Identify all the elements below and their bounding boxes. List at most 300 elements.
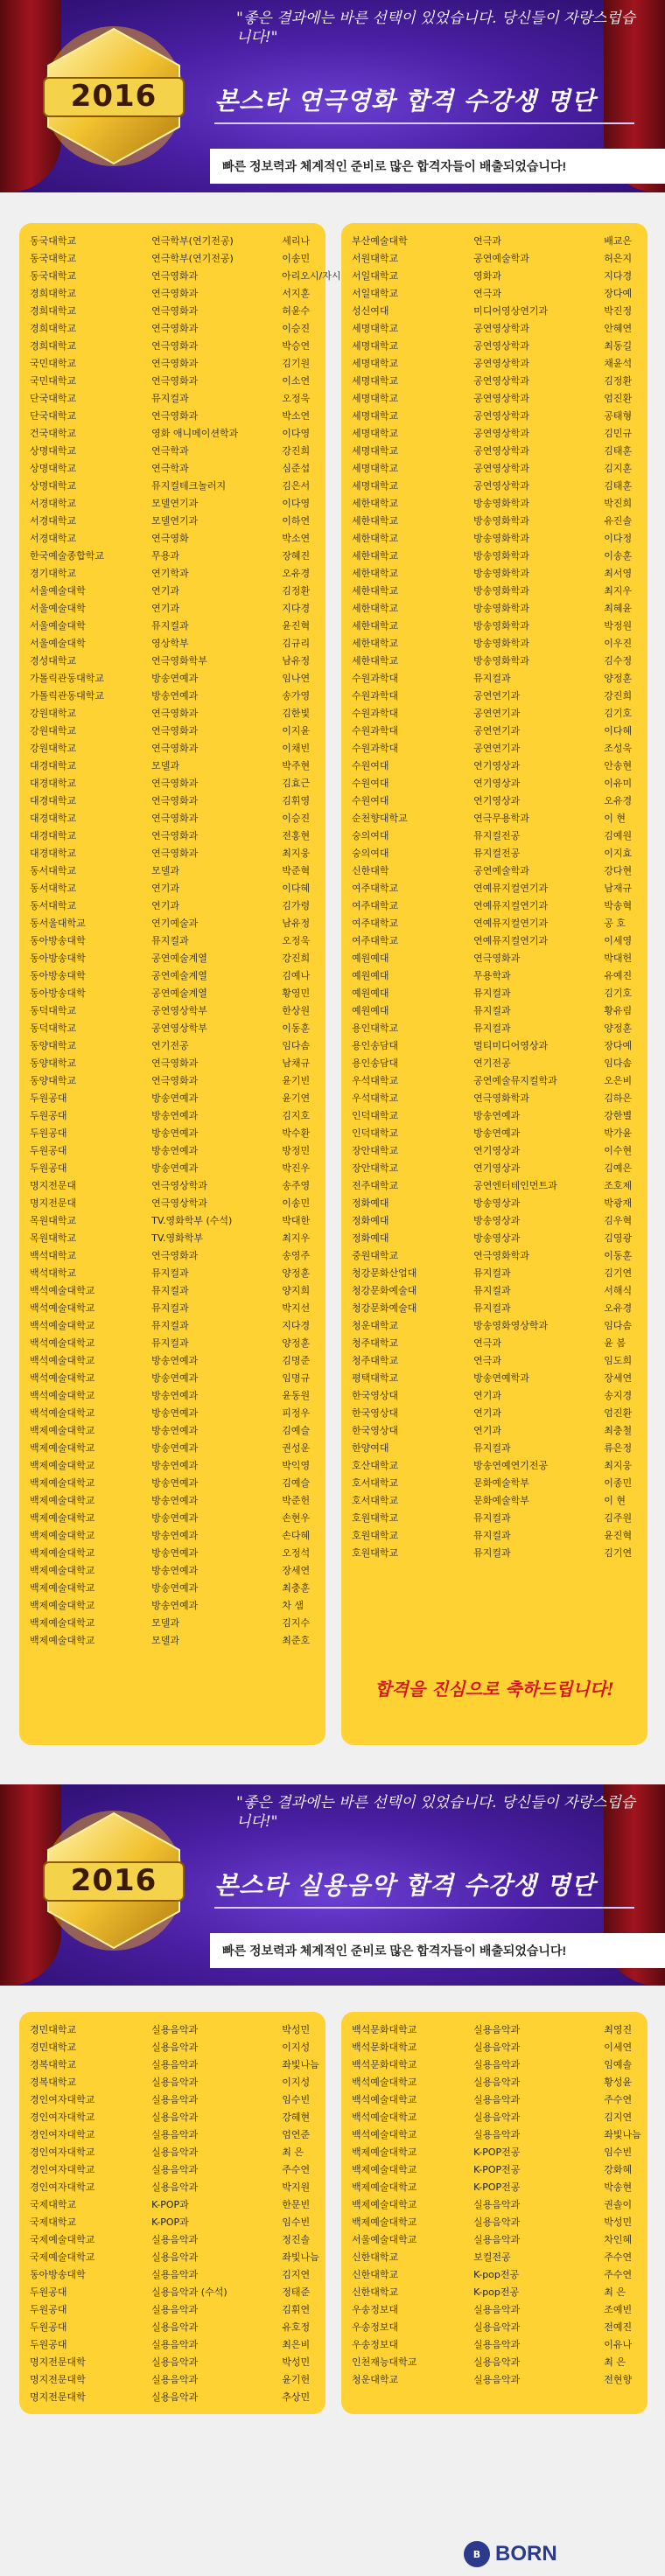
student-name: 김휘영 xyxy=(282,795,311,806)
school-name: 서울예술대학 xyxy=(30,638,86,649)
student-name: 지다경 xyxy=(604,270,633,282)
list-item xyxy=(19,1264,326,1281)
department-name: 실용음악과 xyxy=(473,2356,521,2368)
school-name: 두원공대 xyxy=(30,1093,67,1104)
department-name: 연극학과 xyxy=(151,445,189,457)
school-name: 세명대학교 xyxy=(352,358,399,369)
school-name: 예원예대 xyxy=(352,1005,389,1016)
department-name: 공연영상학부 xyxy=(151,1005,207,1016)
list-item xyxy=(19,1281,326,1299)
list-item xyxy=(19,267,341,284)
list-item xyxy=(341,477,648,494)
department-name: 뮤지컬과 xyxy=(151,1267,189,1279)
department-name: 방송연예과 xyxy=(151,1547,199,1559)
department-name: 방송영상과 xyxy=(473,1232,521,1244)
student-name: 이채빈 xyxy=(282,743,311,754)
list-item xyxy=(341,1334,648,1351)
school-name: 대경대학교 xyxy=(30,760,77,771)
school-name: 동아방송대학 xyxy=(30,970,86,981)
school-name: 한국영상대 xyxy=(352,1390,399,1401)
student-name: 강혜현 xyxy=(282,2112,311,2123)
department-name: K-POP전공 xyxy=(473,2147,521,2158)
department-name: 연극영화과 xyxy=(151,725,199,736)
school-name: 상명대학교 xyxy=(30,463,77,474)
department-name: 연예뮤지컬연기과 xyxy=(473,883,549,894)
student-name: 윤기빈 xyxy=(282,1075,311,1086)
student-name: 남유정 xyxy=(282,918,311,929)
school-name: 인덕대학교 xyxy=(352,1110,399,1121)
student-name: 서지훈 xyxy=(282,288,311,299)
school-name: 경인여자대학교 xyxy=(30,2094,95,2105)
student-name: 안혜연 xyxy=(604,323,633,334)
list-item xyxy=(19,967,326,984)
student-name: 이다영 xyxy=(282,498,311,509)
school-name: 백석예술대학교 xyxy=(30,1285,95,1296)
department-name: 연극영화과 xyxy=(151,358,199,369)
department-name: 연극영화과 xyxy=(151,305,199,317)
title-underline xyxy=(214,1907,634,1909)
school-name: 정화예대 xyxy=(352,1215,389,1226)
list-item xyxy=(341,1194,648,1211)
student-name: 한문빈 xyxy=(282,2199,311,2210)
school-name: 평택대학교 xyxy=(352,1372,399,1384)
list-item xyxy=(341,2108,648,2126)
student-name: 이세영 xyxy=(604,935,633,946)
department-name: 실용음악과 xyxy=(473,2094,521,2105)
list-item xyxy=(19,792,326,809)
school-name: 백제예술대학교 xyxy=(30,1530,95,1541)
department-name: 공연영상학과 xyxy=(473,463,529,474)
student-name: 주수연 xyxy=(282,2164,311,2175)
department-name: 뮤지컬과 xyxy=(151,620,189,632)
school-name: 두원공대 xyxy=(30,1110,67,1121)
department-name: 연기과 xyxy=(151,585,180,597)
school-name: 백석문화대학교 xyxy=(352,2059,417,2070)
school-name: 백석예술대학교 xyxy=(352,2129,417,2140)
school-name: 강원대학교 xyxy=(30,708,77,719)
list-item xyxy=(19,2108,326,2126)
student-name: 좌빛나늠 xyxy=(604,2129,641,2140)
student-name: 오정욱 xyxy=(282,393,311,404)
quote-text: "좋은 결과에는 바른 선택이 있었습니다. 당신들이 자랑스럽습니다!" xyxy=(236,1794,636,1831)
school-name: 동서대학교 xyxy=(30,883,77,894)
school-name: 정화예대 xyxy=(352,1232,389,1244)
department-name: 방송연예과 xyxy=(151,1425,199,1436)
list-item xyxy=(19,932,326,949)
school-name: 세명대학교 xyxy=(352,428,399,439)
list-item xyxy=(19,1194,326,1211)
school-name: 가톨릭관동대학교 xyxy=(30,690,105,702)
acting-list xyxy=(0,192,665,1784)
student-name: 장혜진 xyxy=(282,550,311,562)
list-item xyxy=(19,354,326,372)
list-item xyxy=(19,1176,326,1194)
school-name: 세한대학교 xyxy=(352,655,399,667)
department-name: 실용음악과 (수석) xyxy=(151,2286,228,2298)
student-name: 박지선 xyxy=(282,1302,311,1314)
list-item xyxy=(341,1491,648,1509)
department-name: 실용음악과 xyxy=(151,2374,199,2385)
student-name: 안송현 xyxy=(604,760,633,771)
list-item xyxy=(19,494,326,512)
list-item xyxy=(19,652,326,669)
school-name: 동서울대학교 xyxy=(30,918,86,929)
student-name: 윤진혁 xyxy=(604,1530,633,1541)
list-item xyxy=(341,634,648,652)
department-name: 연예뮤지컬연기과 xyxy=(473,900,549,911)
student-name: 송지경 xyxy=(604,1390,633,1401)
department-name: 연극영화과 xyxy=(151,410,199,422)
department-name: 모델과 xyxy=(151,1617,180,1629)
school-name: 호원대학교 xyxy=(352,1547,399,1559)
department-name: 방송연예과 xyxy=(151,1495,199,1506)
list-item xyxy=(19,862,326,879)
school-name: 인천재능대학교 xyxy=(352,2356,417,2368)
list-item xyxy=(19,232,326,249)
list-item xyxy=(341,302,648,319)
list-item xyxy=(19,2283,326,2300)
footer-logo xyxy=(464,2541,557,2567)
student-name: 배교은 xyxy=(604,235,633,247)
student-name: 김휘연 xyxy=(282,2304,311,2315)
department-name: 연극영화학부 xyxy=(151,655,207,667)
school-name: 대경대학교 xyxy=(30,830,77,841)
school-name: 용인송담대 xyxy=(352,1058,399,1069)
department-name: 방송연예과 xyxy=(151,1442,199,1454)
student-name: 임나연 xyxy=(282,673,311,684)
list-item xyxy=(19,1596,326,1614)
list-item xyxy=(341,2126,648,2143)
student-name: 이소연 xyxy=(282,375,311,387)
list-item xyxy=(341,2318,648,2335)
list-item xyxy=(341,914,648,932)
student-name: 장다예 xyxy=(604,288,633,299)
school-name: 서경대학교 xyxy=(30,515,77,527)
list-item xyxy=(19,1614,326,1631)
school-name: 국제대학교 xyxy=(30,2199,77,2210)
department-name: 공연연기과 xyxy=(473,725,521,736)
student-name: 김정환 xyxy=(604,375,633,387)
list-item xyxy=(341,774,648,792)
list-item xyxy=(341,249,648,267)
list-item xyxy=(19,2300,326,2318)
department-name: 뮤지컬과 xyxy=(473,1512,511,1524)
student-name: 강진희 xyxy=(282,445,311,457)
school-name: 세명대학교 xyxy=(352,410,399,422)
list-item xyxy=(341,2178,648,2196)
department-name: 뮤지컬과 xyxy=(151,1337,189,1349)
list-item xyxy=(341,2143,648,2161)
list-item xyxy=(19,1369,326,1386)
list-item xyxy=(341,1002,648,1019)
student-name: 김예나 xyxy=(282,970,311,981)
student-name: 박대헌 xyxy=(604,953,633,964)
student-name: 김기연 xyxy=(604,1547,633,1559)
list-item xyxy=(19,1141,326,1159)
school-name: 부산예술대학 xyxy=(352,235,408,247)
list-item xyxy=(341,1299,648,1316)
school-name: 건국대학교 xyxy=(30,428,77,439)
student-name: 이우진 xyxy=(604,638,633,649)
list-item xyxy=(19,2126,326,2143)
list-item xyxy=(341,2353,648,2370)
list-item xyxy=(341,1369,648,1386)
list-item xyxy=(19,459,326,477)
school-name: 서일대학교 xyxy=(352,288,399,299)
department-name: 실용음악과 xyxy=(151,2356,199,2368)
student-name: 김명준 xyxy=(282,1355,311,1366)
school-name: 청운대학교 xyxy=(352,2374,399,2385)
banner-title: 본스타 실용음악 합격 수강생 명단 xyxy=(214,1871,596,1900)
school-name: 백석문화대학교 xyxy=(352,2024,417,2035)
department-name: 연기과 xyxy=(473,1407,502,1419)
department-name: 뮤지컬전공 xyxy=(473,830,521,841)
student-name: 권성운 xyxy=(282,1442,311,1454)
department-name: 공연영상학과 xyxy=(473,393,529,404)
school-name: 경인여자대학교 xyxy=(30,2164,95,2175)
department-name: 연기예술과 xyxy=(151,918,199,929)
list-item xyxy=(341,967,648,984)
school-name: 백제예술대학교 xyxy=(30,1635,95,1646)
student-name: 임수빈 xyxy=(604,2147,633,2158)
list-item xyxy=(341,757,648,774)
department-name: 뮤지컬과 xyxy=(151,935,189,946)
department-name: 연극영화학과 xyxy=(473,1093,529,1104)
list-item xyxy=(341,1019,648,1037)
department-name: 실용음악과 xyxy=(151,2112,199,2123)
list-item xyxy=(341,547,648,564)
department-name: 방송연예과 xyxy=(151,1600,199,1611)
department-name: 연극영화학과 xyxy=(473,1250,529,1261)
list-item xyxy=(341,1386,648,1404)
school-name: 장안대학교 xyxy=(352,1162,399,1174)
department-name: 실용음악과 xyxy=(151,2339,199,2350)
list-item xyxy=(19,2196,326,2213)
banner-music xyxy=(0,1784,665,1986)
student-name: 장다예 xyxy=(604,1040,633,1051)
school-name: 서울예술대학 xyxy=(30,620,86,632)
list-item xyxy=(341,442,648,459)
student-name: 양정훈 xyxy=(282,1337,311,1349)
student-name: 손다혜 xyxy=(282,1530,311,1541)
student-name: 송가영 xyxy=(282,690,311,702)
student-name: 오유경 xyxy=(282,568,311,579)
list-item xyxy=(341,844,648,862)
school-name: 대경대학교 xyxy=(30,848,77,859)
department-name: 공연예술학과 xyxy=(473,865,529,876)
department-name: 방송연예과 xyxy=(151,673,199,684)
department-name: 공연영상학과 xyxy=(473,358,529,369)
student-name: 김한빛 xyxy=(282,708,311,719)
department-name: 연기과 xyxy=(151,900,180,911)
school-name: 백제예술대학교 xyxy=(30,1495,95,1506)
school-name: 세한대학교 xyxy=(352,638,399,649)
list-item xyxy=(341,984,648,1002)
department-name: 방송영화학과 xyxy=(473,585,529,597)
department-name: 공연엔터테인먼트과 xyxy=(473,1180,557,1191)
list-item xyxy=(341,2300,648,2318)
student-name: 지다경 xyxy=(282,603,311,614)
student-name: 김영광 xyxy=(604,1232,633,1244)
student-name: 엄진환 xyxy=(604,1407,633,1419)
department-name: 연극영화과 xyxy=(151,323,199,334)
student-name: 공 호 xyxy=(604,918,626,929)
student-name: 황영민 xyxy=(282,988,311,999)
student-name: 임다솜 xyxy=(282,1040,311,1051)
list-item xyxy=(341,424,648,442)
list-item xyxy=(341,2196,648,2213)
student-name: 임수빈 xyxy=(282,2094,311,2105)
student-name: 남재규 xyxy=(604,883,633,894)
list-item xyxy=(341,2283,648,2300)
school-name: 경인여자대학교 xyxy=(30,2147,95,2158)
school-name: 두원공대 xyxy=(30,2286,67,2298)
department-name: 방송연예과 xyxy=(151,1390,199,1401)
department-name: 실용음악과 xyxy=(473,2216,521,2228)
title-underline xyxy=(214,122,634,124)
department-name: 방송연예과 xyxy=(151,1145,199,1156)
student-name: 방정민 xyxy=(282,1145,311,1156)
department-name: 방송영화영상학과 xyxy=(473,1320,549,1331)
student-name: 김지연 xyxy=(282,2269,311,2280)
school-name: 호서대학교 xyxy=(352,1495,399,1506)
school-name: 청강문화예술대 xyxy=(352,1302,417,1314)
school-name: 백제예술대학교 xyxy=(352,2147,417,2158)
student-name: 장세연 xyxy=(604,1372,633,1384)
student-name: 윤동원 xyxy=(282,1390,311,1401)
department-name: 공연예술학과 xyxy=(473,253,529,264)
school-name: 명지전문대 xyxy=(30,1197,77,1209)
department-name: 연극영화과 xyxy=(151,813,199,824)
department-name: 연기전공 xyxy=(473,1058,511,1069)
list-item xyxy=(341,1526,648,1544)
department-name: 방송영화학과 xyxy=(473,603,529,614)
list-item xyxy=(19,302,326,319)
school-name: 두원공대 xyxy=(30,2304,67,2315)
list-item xyxy=(341,2056,648,2073)
student-name: 김기연 xyxy=(604,1267,633,1279)
school-name: 우석대학교 xyxy=(352,1093,399,1104)
student-name: 오정욱 xyxy=(282,935,311,946)
department-name: 방송연예과 xyxy=(151,1530,199,1541)
list-item xyxy=(341,599,648,617)
student-name: 차인혜 xyxy=(604,2234,633,2245)
department-name: 실용음악과 xyxy=(473,2339,521,2350)
list-item xyxy=(19,1491,326,1509)
school-name: 세한대학교 xyxy=(352,568,399,579)
list-item xyxy=(341,739,648,757)
list-item xyxy=(341,932,648,949)
department-name: 실용음악과 xyxy=(151,2129,199,2140)
school-name: 한국영상대 xyxy=(352,1425,399,1436)
department-name: 연극영화과 xyxy=(151,1075,199,1086)
student-name: 박진희 xyxy=(604,498,633,509)
department-name: 연극영화과 xyxy=(151,743,199,754)
list-item xyxy=(341,1351,648,1369)
department-name: 뮤지컬테크놀러지 xyxy=(151,480,227,492)
department-name: 뮤지컬과 xyxy=(473,1547,511,1559)
school-name: 한국영상대 xyxy=(352,1407,399,1419)
list-item xyxy=(19,1544,326,1561)
list-item xyxy=(341,494,648,512)
school-name: 백석대학교 xyxy=(30,1267,77,1279)
department-name: 공연영상학과 xyxy=(473,375,529,387)
department-name: 연극과 xyxy=(473,288,502,299)
student-name: 김우혁 xyxy=(604,1215,633,1226)
student-name: 이다정 xyxy=(604,533,633,544)
school-name: 대경대학교 xyxy=(30,813,77,824)
school-name: 순천향대학교 xyxy=(352,813,408,824)
student-name: 박성민 xyxy=(604,2216,633,2228)
student-name: 박진우 xyxy=(282,1162,311,1174)
school-name: 세명대학교 xyxy=(352,480,399,492)
list-item xyxy=(341,669,648,687)
student-name: 이다영 xyxy=(282,428,311,439)
department-name: 뮤지컬과 xyxy=(151,1320,189,1331)
school-name: 수원과학대 xyxy=(352,743,399,754)
student-name: 오유경 xyxy=(604,1302,633,1314)
school-name: 한국예술종합학교 xyxy=(30,550,105,562)
school-name: 백제예술대학교 xyxy=(30,1565,95,1576)
list-item xyxy=(19,1631,326,1649)
list-item xyxy=(19,1211,326,1229)
school-name: 세한대학교 xyxy=(352,550,399,562)
school-name: 백석예술대학교 xyxy=(352,2112,417,2123)
student-name: 박승연 xyxy=(282,340,311,352)
department-name: 연기영상과 xyxy=(473,795,521,806)
school-name: 서울예술대학 xyxy=(30,603,86,614)
year-label: 2016 xyxy=(70,79,158,114)
department-name: 방송영화학과 xyxy=(473,515,529,527)
student-name: 이송훈 xyxy=(604,550,633,562)
department-name: K-POP과 xyxy=(151,2199,189,2210)
department-name: 실용음악과 xyxy=(473,2374,521,2385)
department-name: 연극과 xyxy=(473,1355,502,1366)
student-name: 이 현 xyxy=(604,813,626,824)
department-name: 방송연예과 xyxy=(151,1127,199,1139)
school-name: 단국대학교 xyxy=(30,410,77,422)
list-item xyxy=(341,2161,648,2178)
student-name: 김기원 xyxy=(282,358,311,369)
school-name: 백석대학교 xyxy=(30,1250,77,1261)
department-name: 연기영상과 xyxy=(473,1162,521,1174)
department-name: 방송연예과 xyxy=(151,1372,199,1384)
department-name: 뮤지컬과 xyxy=(473,1267,511,1279)
list-item xyxy=(19,2178,326,2196)
department-name: K-POP전공 xyxy=(473,2182,521,2193)
student-name: 임다솜 xyxy=(604,1058,633,1069)
student-name: 조예빈 xyxy=(604,2304,633,2315)
list-item xyxy=(341,1176,648,1194)
student-name: 김정환 xyxy=(282,585,311,597)
department-name: 실용음악과 xyxy=(151,2304,199,2315)
department-name: 연극영화과 xyxy=(473,953,521,964)
banner-acting xyxy=(0,0,665,192)
list-item xyxy=(341,1474,648,1491)
student-name: 최영진 xyxy=(604,2024,633,2035)
department-name: 연극영화 xyxy=(151,533,189,544)
student-name: 이송민 xyxy=(282,253,311,264)
school-name: 여주대학교 xyxy=(352,935,399,946)
school-name: 한양여대 xyxy=(352,1442,389,1454)
student-name: 이지효 xyxy=(604,848,633,859)
school-name: 국제예술대학교 xyxy=(30,2251,95,2263)
school-name: 호원대학교 xyxy=(352,1530,399,1541)
student-name: 강진희 xyxy=(282,953,311,964)
department-name: 실용음악과 xyxy=(473,2234,521,2245)
department-name: 연예뮤지컬연기과 xyxy=(473,918,549,929)
department-name: 연극영화과 xyxy=(151,288,199,299)
